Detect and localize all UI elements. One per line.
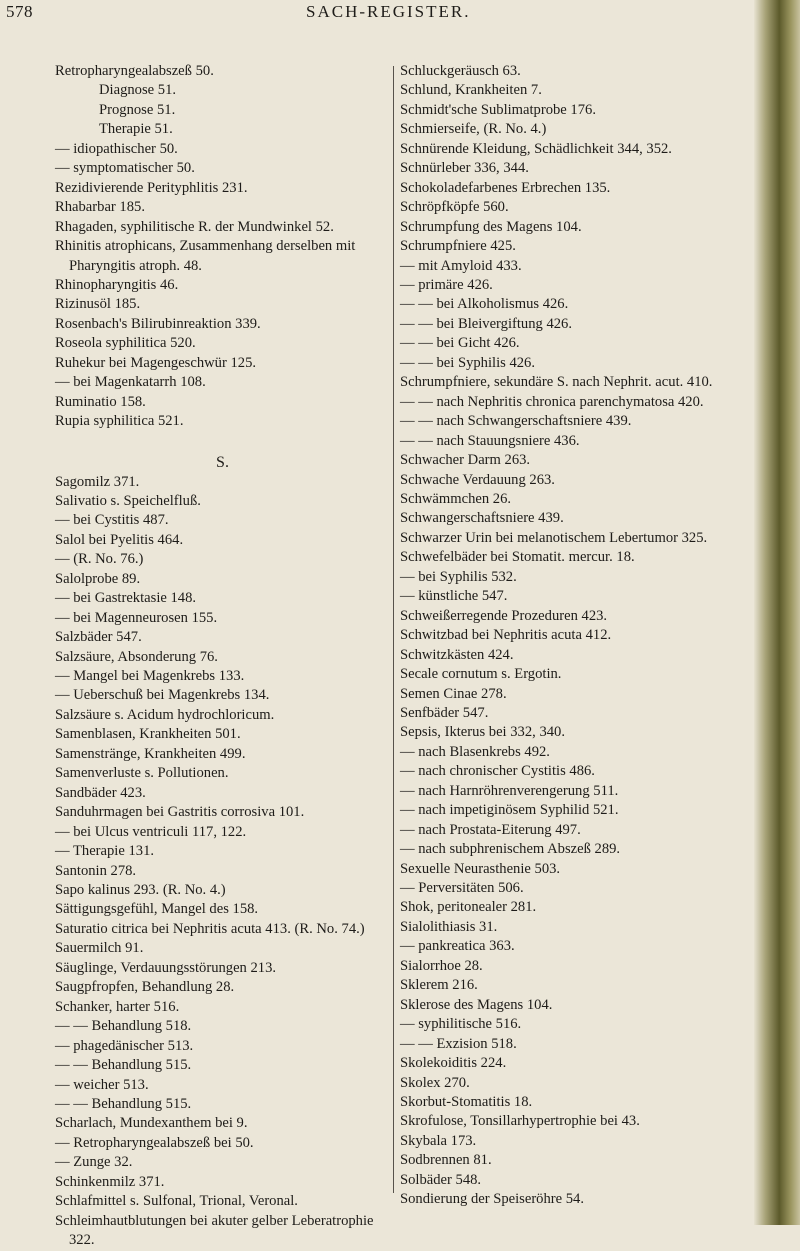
index-entry: — — Behandlung 518.: [55, 1018, 192, 1035]
index-column-left: [55, 62, 390, 1251]
index-entry: Samenblasen, Krankheiten 501.: [55, 726, 241, 743]
index-entry: Schleimhautblutungen bei akuter gelber Leberatrophie 322.: [55, 1212, 374, 1249]
index-entry: Semen Cinae 278.: [400, 685, 507, 702]
index-entry: — — Behandlung 515.: [55, 1057, 192, 1074]
index-entry: Schwitzbad bei Nephritis acuta 412.: [400, 627, 612, 644]
index-entry: Skolex 270.: [400, 1074, 470, 1091]
index-entry: Saturatio citrica bei Nephritis acuta 413. (R. No. 74.): [55, 920, 365, 937]
index-entry: — nach Blasenkrebs 492.: [400, 743, 550, 760]
index-entry: — künstliche 547.: [400, 588, 508, 605]
index-entry: Schrumpfniere 425.: [400, 238, 516, 255]
index-entry: Rizinusöl 185.: [55, 296, 141, 313]
index-entry: Sättigungsgefühl, Mangel des 158.: [55, 901, 259, 918]
index-entry: Schwangerschaftsniere 439.: [400, 510, 564, 527]
index-entry: Ruminatio 158.: [55, 393, 146, 410]
index-entry: Samenverluste s. Pollutionen.: [55, 765, 229, 782]
index-entry: Salzbäder 547.: [55, 629, 142, 646]
index-entry: Secale cornutum s. Ergotin.: [400, 666, 562, 683]
index-entry: Schweißerregende Prozeduren 423.: [400, 607, 608, 624]
index-entry: Diagnose 51.: [99, 82, 177, 99]
column-divider: [393, 66, 394, 1193]
index-entry: Rhabarbar 185.: [55, 199, 145, 216]
index-entry: — syphilitische 516.: [400, 1016, 522, 1033]
index-entry: Schlafmittel s. Sulfonal, Trional, Veronal.: [55, 1193, 298, 1210]
index-entry: Skorbut-Stomatitis 18.: [400, 1094, 533, 1111]
index-entry: Salol bei Pyelitis 464.: [55, 531, 184, 548]
index-entry: — Therapie 131.: [55, 843, 155, 860]
index-entry: — — nach Nephritis chronica parenchymatosa 420.: [400, 393, 704, 410]
index-column-right: [400, 62, 735, 1210]
index-entry: Shok, peritonealer 281.: [400, 899, 537, 916]
index-entry: — bei Gastrektasie 148.: [55, 590, 197, 607]
index-entry: Sondierung der Speiseröhre 54.: [400, 1191, 585, 1208]
index-entry: — nach Harnröhrenverengerung 511.: [400, 782, 619, 799]
index-entry: Prognose 51.: [99, 101, 176, 118]
index-entry: — bei Ulcus ventriculi 117, 122.: [55, 823, 247, 840]
index-entry: Rhinitis atrophicans, Zusammenhang derselben mit Pharyngitis atroph. 48.: [55, 238, 356, 274]
index-entry: — mit Amyloid 433.: [400, 257, 522, 274]
index-entry: Schrumpfung des Magens 104.: [400, 218, 582, 235]
index-entry: Sepsis, Ikterus bei 332, 340.: [400, 724, 565, 741]
index-entry: Roseola syphilitica 520.: [55, 335, 196, 352]
index-entry: Rosenbach's Bilirubinreaktion 339.: [55, 315, 261, 332]
index-entry: Schwefelbäder bei Stomatit. mercur. 18.: [400, 549, 635, 566]
index-entry: Sauermilch 91.: [55, 940, 144, 957]
index-entry: — nach impetiginösem Syphilid 521.: [400, 802, 619, 819]
index-entry: Schanker, harter 516.: [55, 998, 180, 1015]
index-entry: Saugpfropfen, Behandlung 28.: [55, 979, 235, 996]
index-entry: Salolprobe 89.: [55, 570, 141, 587]
index-entry: Samenstränge, Krankheiten 499.: [55, 745, 246, 762]
index-entry: — — bei Gicht 426.: [400, 335, 520, 352]
index-entry: — Mangel bei Magenkrebs 133.: [55, 668, 245, 685]
index-entry: — — Behandlung 515.: [55, 1096, 192, 1112]
index-entry: — Retropharyngealabszeß bei 50.: [55, 1134, 254, 1151]
index-entry: Schinkenmilz 371.: [55, 1173, 165, 1190]
index-entry: Schokoladefarbenes Erbrechen 135.: [400, 179, 611, 196]
index-entry: — — bei Bleivergiftung 426.: [400, 315, 572, 332]
index-entry: Skrofulose, Tonsillarhypertrophie bei 43.: [400, 1113, 640, 1130]
index-entry: — weicher 513.: [55, 1076, 149, 1093]
index-entry: — — nach Schwangerschaftsniere 439.: [400, 413, 632, 430]
index-entry: Sexuelle Neurasthenie 503.: [400, 860, 561, 877]
index-entry: Schluckgeräusch 63.: [400, 63, 521, 79]
index-entry: — — Exzision 518.: [400, 1035, 517, 1052]
index-entry: Rupia syphilitica 521.: [55, 413, 184, 430]
index-entry: Senfbäder 547.: [400, 704, 489, 721]
index-entry: Sklerose des Magens 104.: [400, 996, 553, 1013]
index-entry: Skybala 173.: [400, 1132, 477, 1149]
index-entry: — phagedänischer 513.: [55, 1037, 194, 1054]
index-entry: Schröpfköpfe 560.: [400, 199, 509, 216]
index-entry: Sialorrhoe 28.: [400, 957, 483, 974]
index-entry: Rhagaden, syphilitische R. der Mundwinkel 52.: [55, 218, 334, 235]
index-entry: Santonin 278.: [55, 862, 137, 879]
page-number: 578: [6, 2, 33, 21]
index-entry: — bei Magenneurosen 155.: [55, 609, 218, 626]
index-entry: Salivatio s. Speichelfluß.: [55, 492, 201, 509]
index-entry: Sandbäder 423.: [55, 784, 146, 801]
index-entry: — — bei Syphilis 426.: [400, 354, 535, 371]
index-entry: Sanduhrmagen bei Gastritis corrosiva 101.: [55, 804, 305, 821]
index-entry: Solbäder 548.: [400, 1171, 482, 1188]
running-head: SACH-REGISTER.: [306, 2, 471, 21]
index-entry: — nach Prostata-Eiterung 497.: [400, 821, 581, 838]
index-entry: Schmidt'sche Sublimatprobe 176.: [400, 101, 596, 118]
index-entry: — (R. No. 76.): [55, 551, 144, 568]
index-entry: — Zunge 32.: [55, 1154, 133, 1171]
index-entry: Sklerem 216.: [400, 977, 478, 994]
index-entry: — idiopathischer 50.: [55, 140, 178, 157]
index-entry: — symptomatischer 50.: [55, 160, 195, 177]
index-entry: — Ueberschuß bei Magenkrebs 134.: [55, 687, 270, 704]
index-entry: Rezidivierende Perityphlitis 231.: [55, 179, 248, 196]
index-entry: Skolekoiditis 224.: [400, 1055, 507, 1072]
index-entry: Schwacher Darm 263.: [400, 452, 531, 469]
index-entry: — Perversitäten 506.: [400, 880, 524, 897]
index-entry: Schnürleber 336, 344.: [400, 160, 529, 177]
index-entry: Schrumpfniere, sekundäre S. nach Nephrit. acut. 410.: [400, 374, 713, 391]
section-letter-heading: S.: [216, 454, 229, 472]
index-entry: — — bei Alkoholismus 426.: [400, 296, 569, 313]
index-entry: — bei Syphilis 532.: [400, 568, 517, 585]
index-entry: Therapie 51.: [99, 121, 173, 138]
index-entry: Schwache Verdauung 263.: [400, 471, 555, 488]
index-entry: Säuglinge, Verdauungsstörungen 213.: [55, 959, 277, 976]
index-entry: — bei Cystitis 487.: [55, 512, 169, 529]
index-entry: Retropharyngealabszeß 50.: [55, 63, 214, 79]
index-entry: Salzsäure, Absonderung 76.: [55, 648, 218, 665]
index-entry: Schwarzer Urin bei melanotischem Lebertumor 325.: [400, 529, 708, 546]
index-entry: — nach subphrenischem Abszeß 289.: [400, 841, 621, 858]
index-entry: Schnürende Kleidung, Schädlichkeit 344, 352.: [400, 140, 672, 157]
index-entry: Ruhekur bei Magengeschwür 125.: [55, 354, 257, 371]
index-entry: Salzsäure s. Acidum hydrochloricum.: [55, 706, 275, 723]
index-entry: Sapo kalinus 293. (R. No. 4.): [55, 882, 226, 899]
index-entry: Sialolithiasis 31.: [400, 918, 498, 935]
book-spine-edge: [754, 0, 800, 1225]
index-entry: Sagomilz 371.: [55, 473, 140, 490]
index-entry: — pankreatica 363.: [400, 938, 515, 955]
index-entry: Sodbrennen 81.: [400, 1152, 492, 1169]
index-entry: — — nach Stauungsniere 436.: [400, 432, 580, 449]
index-entry: Scharlach, Mundexanthem bei 9.: [55, 1115, 248, 1132]
index-entry: — nach chronischer Cystitis 486.: [400, 763, 595, 780]
index-entry: Schlund, Krankheiten 7.: [400, 82, 542, 99]
index-entry: — bei Magenkatarrh 108.: [55, 374, 206, 391]
index-entry: Schmierseife, (R. No. 4.): [400, 121, 547, 138]
index-entry: [55, 432, 390, 451]
index-entry: — primäre 426.: [400, 276, 493, 293]
index-entry: Schwitzkästen 424.: [400, 646, 514, 663]
index-entry: Rhinopharyngitis 46.: [55, 276, 179, 293]
index-entry: Schwämmchen 26.: [400, 490, 512, 507]
